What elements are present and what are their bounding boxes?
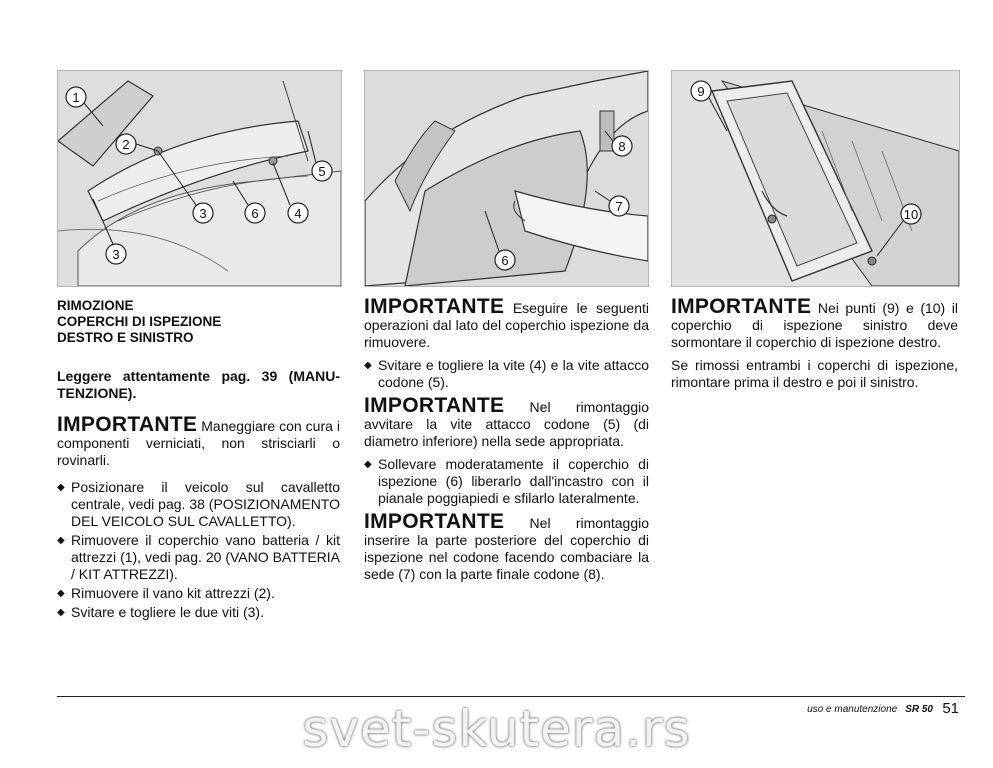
column-3 <box>671 295 958 397</box>
important-note-3 <box>364 510 649 583</box>
list-item: ◆ Posizionare il veicolo sul cavalletto centrale, vedi pag. 38 (POSIZIONAMENTO DEL VEICOLO SUL CAVALLETTO). <box>57 479 340 530</box>
column-2 <box>364 295 649 589</box>
important-text: Nel rimontaggio avvitare la vite attacco codone (5) (di diametro inferiore) nella sede appropriata. <box>364 399 649 449</box>
callout-7: 7 <box>615 199 623 214</box>
callout-9: 9 <box>697 84 705 99</box>
important-label: IMPORTANTE <box>364 295 505 318</box>
list-item: ◆ Rimuovere il vano kit attrezzi (2). <box>57 585 340 602</box>
model-name: SR 50 <box>905 704 933 715</box>
list-item: ◆ Svitare e togliere le due viti (3). <box>57 604 340 621</box>
important-text: Eseguire le seguenti operazioni dal lato del coperchio ispezione da rimuovere. <box>364 300 649 350</box>
heading-line-3: DESTRO E SINISTRO <box>57 330 194 345</box>
important-text: Nei punti (9) e (10) il coperchio di ispezione sinistro deve sormontare il coperchio di ispezione destro. <box>671 300 958 350</box>
callout-6: 6 <box>251 206 259 221</box>
figure-3-illustration <box>672 71 959 286</box>
reassembly-note: Se rimossi entrambi i coperchi di ispezione, rimontare prima il destro e poi il sinistro. <box>671 357 958 390</box>
important-label: IMPORTANTE <box>671 295 812 318</box>
important-note-1 <box>364 295 649 351</box>
important-label: IMPORTANTE <box>364 394 505 417</box>
callout-6: 6 <box>501 253 509 268</box>
column-1 <box>57 298 340 627</box>
callout-8: 8 <box>618 139 626 154</box>
list-item: ◆ Svitare e togliere la vite (4) e la vite attacco codone (5). <box>364 357 649 391</box>
footer-divider <box>57 696 965 697</box>
figure-1-illustration <box>58 71 341 286</box>
important-note-2 <box>364 394 649 450</box>
watermark: svet-skutera.rs <box>302 700 691 758</box>
important-label: IMPORTANTE <box>57 413 198 436</box>
page-number: 51 <box>942 700 959 717</box>
figure-2-illustration <box>365 71 648 286</box>
manual-name: uso e manutenzione <box>807 704 898 715</box>
list-item: ◆ Sollevare moderatamente il coperchio di ispezione (6) liberarlo dall'incastro con il pianale poggiapiedi e sfilarlo lateralmente. <box>364 456 649 507</box>
callout-2: 2 <box>122 137 130 152</box>
callout-1: 1 <box>72 90 80 105</box>
important-note <box>671 295 958 351</box>
callout-5: 5 <box>318 164 326 179</box>
callout-3b: 3 <box>112 247 120 262</box>
figure-removal-cover-2 <box>364 70 649 287</box>
step-list <box>57 479 340 621</box>
important-label: IMPORTANTE <box>364 510 505 533</box>
callout-4: 4 <box>294 206 302 221</box>
step-list-1 <box>364 357 649 391</box>
list-item: ◆ Rimuovere il coperchio vano batteria / kit attrezzi (1), vedi pag. 20 (VANO BATTERIA / KIT ATTREZZI). <box>57 532 340 583</box>
read-note: Leggere attentamente pag. 39 (MANU-TENZIONE). <box>57 368 340 401</box>
figure-removal-cover-1 <box>57 70 342 287</box>
callout-3: 3 <box>199 206 207 221</box>
important-text: Maneggiare con cura i componenti verniciati, non strisciarli o rovinarli. <box>57 418 340 468</box>
important-text: Nel rimontaggio inserire la parte posteriore del coperchio di ispezione nel codone facendo combaciare la sede (7) con la parte finale codone (8). <box>364 515 649 582</box>
important-note <box>57 413 340 469</box>
step-list-2 <box>364 456 649 507</box>
heading-line-2: COPERCHI DI ISPEZIONE <box>57 314 222 329</box>
section-heading <box>57 298 340 346</box>
heading-line-1: RIMOZIONE <box>57 298 134 313</box>
figure-removal-cover-3 <box>671 70 960 287</box>
callout-10: 10 <box>903 207 919 222</box>
